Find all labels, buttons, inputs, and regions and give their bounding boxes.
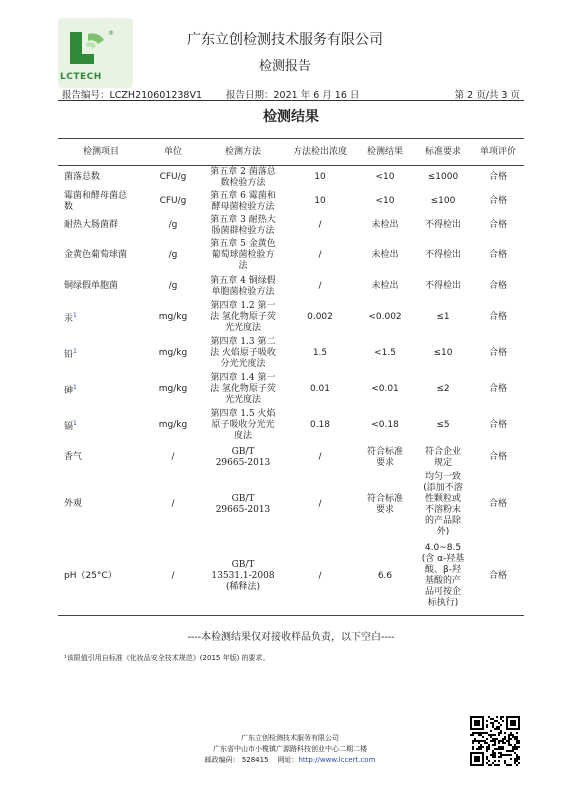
cell-detection-limit	[284, 274, 356, 300]
cell-detection-limit-text: /	[318, 499, 322, 509]
col-header-evaluation: 单项评价	[472, 139, 524, 166]
cell-result	[356, 238, 414, 274]
cell-method-text: GB/T 29665-2013	[215, 446, 271, 468]
cell-detection-limit	[284, 300, 356, 336]
cell-result	[356, 538, 414, 616]
cell-method-text: 第五章 6 霉菌和 酵母菌检验方法	[210, 190, 276, 212]
cell-requirement	[414, 166, 472, 190]
cell-requirement-text: ≤1	[436, 312, 450, 322]
cell-detection-limit	[284, 408, 356, 444]
cell-result-text: <10	[375, 172, 395, 183]
cell-item-text: 铅	[64, 350, 74, 360]
table-row	[58, 166, 524, 190]
cell-item-text: 金黄色葡萄球菌	[64, 250, 128, 260]
table-row	[58, 190, 524, 214]
cell-item	[58, 336, 144, 372]
cell-requirement	[414, 214, 472, 238]
cell-evaluation	[472, 214, 524, 238]
cell-evaluation-text: 合格	[488, 172, 507, 183]
cell-requirement-text: ≤2	[436, 384, 450, 394]
footnote-marker: 1	[73, 312, 77, 319]
cell-unit	[144, 372, 202, 408]
footer-website-link[interactable]: http://www.lccert.com	[298, 756, 376, 764]
table-row	[58, 472, 524, 538]
table-row	[58, 238, 524, 274]
cell-result-text: <1.5	[374, 348, 396, 358]
cell-detection-limit	[284, 372, 356, 408]
cell-result-text: 未检出	[371, 220, 399, 230]
report-date: 报告日期：2021 年 6 月 16 日	[226, 90, 360, 101]
cell-requirement	[414, 538, 472, 616]
cell-detection-limit-text: 0.002	[307, 312, 333, 322]
cell-method	[202, 238, 284, 274]
cell-evaluation	[472, 166, 524, 190]
lctech-logo-icon	[68, 28, 108, 68]
cell-unit-text: mg/kg	[158, 348, 188, 358]
cell-item-text: 铜绿假单胞菌	[64, 281, 119, 291]
cell-result	[356, 372, 414, 408]
cell-unit	[144, 336, 202, 372]
cell-method	[202, 372, 284, 408]
cell-result	[356, 336, 414, 372]
logo-registered-mark: ®	[108, 30, 114, 37]
cell-requirement-text: 不得检出	[424, 220, 461, 230]
cell-requirement	[414, 472, 472, 538]
cell-item	[58, 190, 144, 214]
cell-result	[356, 190, 414, 214]
cell-detection-limit-text: 0.18	[309, 420, 331, 430]
cell-detection-limit-text: 1.5	[312, 348, 328, 358]
cell-detection-limit	[284, 166, 356, 190]
cell-evaluation-text: 合格	[488, 420, 507, 430]
cell-detection-limit-text: 10	[314, 172, 326, 183]
cell-method-text: 第四章 1.4 第一 法 氢化物原子荧 光光度法	[210, 373, 276, 405]
cell-unit	[144, 538, 202, 616]
footer-contact	[170, 755, 410, 765]
cell-result-text: <10	[375, 196, 395, 206]
document-title: 检测报告	[258, 59, 311, 74]
cell-result-text: 6.6	[377, 570, 393, 581]
cell-method	[202, 190, 284, 214]
cell-result	[356, 274, 414, 300]
header-divider	[58, 100, 524, 101]
cell-item	[58, 214, 144, 238]
cell-evaluation-text: 合格	[488, 281, 507, 291]
cell-item-text: 镉	[64, 422, 74, 432]
cell-method-text: 第四章 1.5 火焰 原子吸收分光光 度法	[210, 409, 276, 441]
cell-item	[58, 274, 144, 300]
table-header-row	[58, 139, 524, 166]
cell-method-text: 第四章 1.2 第一 法 氢化物原子荧 光光度法	[210, 301, 276, 333]
cell-result-text: 未检出	[371, 281, 399, 291]
footer-address: 广东省中山市小榄镇广源路科技创业中心二期二楼	[213, 745, 367, 753]
cell-detection-limit-text: /	[318, 570, 322, 581]
cell-method	[202, 336, 284, 372]
cell-evaluation-text: 合格	[488, 384, 507, 394]
cell-requirement-text: ≤5	[436, 420, 450, 430]
footnote-marker: 1	[73, 348, 77, 355]
cell-item-text: 汞	[64, 314, 74, 324]
cell-unit-text: /g	[168, 281, 178, 291]
cell-evaluation-text: 合格	[488, 570, 507, 581]
cell-evaluation-text: 合格	[488, 348, 507, 358]
cell-unit-text: CFU/g	[159, 172, 187, 183]
cell-detection-limit-text: /	[318, 220, 322, 230]
cell-unit-text: /	[171, 452, 175, 462]
table-row	[58, 274, 524, 300]
logo-text: LCTECH	[60, 72, 102, 82]
cell-unit	[144, 408, 202, 444]
page-indicator: 第 2 页/共 3 页	[454, 90, 520, 101]
cell-unit	[144, 300, 202, 336]
cell-unit-text: /	[171, 499, 175, 509]
cell-requirement	[414, 444, 472, 472]
cell-unit	[144, 444, 202, 472]
cell-detection-limit	[284, 472, 356, 538]
cell-item	[58, 408, 144, 444]
cell-result-text: 符合标准 要求	[366, 493, 403, 515]
cell-requirement-text: 符合企业 规定	[424, 446, 461, 468]
cell-evaluation	[472, 472, 524, 538]
cell-detection-limit	[284, 214, 356, 238]
cell-evaluation	[472, 238, 524, 274]
cell-method	[202, 444, 284, 472]
footer-postcode: 邮政编码： 528415	[204, 756, 269, 764]
cell-result-text: <0.01	[371, 384, 399, 394]
cell-unit-text: mg/kg	[158, 384, 188, 394]
cell-evaluation-text: 合格	[488, 499, 507, 509]
cell-evaluation-text: 合格	[488, 220, 507, 230]
col-header-result: 检测结果	[356, 139, 414, 166]
col-header-unit: 单位	[144, 139, 202, 166]
cell-requirement	[414, 190, 472, 214]
company-name: 广东立创检测技术服务有限公司	[187, 32, 383, 48]
cell-method-text: 第五章 5 金黄色 葡萄球菌检验方 法	[210, 239, 276, 271]
col-header-detection-limit: 方法检出浓度	[284, 139, 356, 166]
footer-company: 广东立创检测技术服务有限公司	[241, 734, 339, 742]
col-header-requirement: 标准要求	[414, 139, 472, 166]
cell-result-text: <0.002	[368, 312, 402, 322]
table-row	[58, 538, 524, 616]
footnote-marker: 1	[73, 384, 77, 391]
cell-result	[356, 214, 414, 238]
cell-evaluation	[472, 372, 524, 408]
cell-method-text: GB/T 13531.1-2008 (稀释法)	[211, 559, 275, 592]
cell-unit	[144, 214, 202, 238]
end-note: ----本检测结果仅对接收样品负责，以下空白----	[187, 632, 395, 643]
cell-method	[202, 472, 284, 538]
cell-evaluation	[472, 190, 524, 214]
footnote: ¹该限值引用自标准《化妆品安全技术规范》(2015 年版) 的要求。	[64, 654, 270, 662]
cell-requirement-text: 不得检出	[424, 281, 461, 291]
cell-detection-limit-text: 0.01	[309, 384, 331, 394]
cell-item-text: 外观	[64, 499, 83, 509]
cell-result-text: 未检出	[371, 250, 399, 260]
cell-requirement	[414, 274, 472, 300]
cell-evaluation-text: 合格	[488, 452, 507, 462]
cell-method-text: GB/T 29665-2013	[215, 493, 271, 515]
table-row	[58, 214, 524, 238]
cell-item-text: 菌落总数	[64, 172, 101, 183]
cell-requirement-text: ≤100	[430, 196, 456, 206]
cell-evaluation	[472, 444, 524, 472]
cell-result	[356, 408, 414, 444]
footnote-marker: 1	[73, 420, 77, 427]
cell-method	[202, 300, 284, 336]
cell-evaluation-text: 合格	[488, 250, 507, 260]
cell-requirement	[414, 300, 472, 336]
cell-detection-limit	[284, 336, 356, 372]
cell-detection-limit-text: /	[318, 250, 322, 260]
table-row	[58, 300, 524, 336]
cell-unit	[144, 238, 202, 274]
cell-item	[58, 166, 144, 190]
cell-evaluation-text: 合格	[488, 312, 507, 322]
cell-unit-text: mg/kg	[158, 312, 188, 322]
cell-result	[356, 300, 414, 336]
table-body	[58, 166, 524, 616]
cell-method	[202, 166, 284, 190]
table-row	[58, 336, 524, 372]
cell-detection-limit	[284, 444, 356, 472]
cell-evaluation	[472, 408, 524, 444]
table-row	[58, 372, 524, 408]
cell-detection-limit	[284, 238, 356, 274]
cell-item	[58, 372, 144, 408]
cell-item	[58, 300, 144, 336]
table-row	[58, 408, 524, 444]
cell-method	[202, 408, 284, 444]
cell-item	[58, 472, 144, 538]
cell-item-text: 耐热大肠菌群	[64, 220, 119, 230]
cell-evaluation	[472, 300, 524, 336]
cell-method	[202, 214, 284, 238]
cell-method-text: 第五章 4 铜绿假 单胞菌检验方法	[210, 275, 276, 297]
cell-evaluation-text: 合格	[488, 196, 507, 206]
cell-result	[356, 472, 414, 538]
cell-requirement	[414, 238, 472, 274]
cell-requirement-text: 均匀一致 (添加不溶 性颗粒或 不溶粉末 的产品除 外)	[423, 471, 463, 537]
cell-method	[202, 274, 284, 300]
cell-item	[58, 538, 144, 616]
cell-unit	[144, 190, 202, 214]
cell-detection-limit	[284, 190, 356, 214]
cell-detection-limit-text: /	[318, 452, 322, 462]
footer-website-label: 网址：	[277, 756, 299, 764]
cell-requirement-text: 不得检出	[424, 250, 461, 260]
cell-item-text: 砷	[64, 386, 74, 396]
cell-result	[356, 166, 414, 190]
cell-method-text: 第四章 1.3 第二 法 火焰原子吸收 分光光度法	[210, 337, 276, 369]
results-table	[58, 138, 524, 616]
qr-code-icon	[470, 716, 520, 766]
cell-requirement	[414, 336, 472, 372]
col-header-item: 检测项目	[58, 139, 144, 166]
cell-unit-text: /g	[168, 250, 178, 260]
cell-item-text: pH（25°C）	[64, 570, 117, 581]
cell-method-text: 第五章 2 菌落总 数检验方法	[210, 166, 276, 188]
cell-method	[202, 538, 284, 616]
col-header-method: 检测方法	[202, 139, 284, 166]
cell-evaluation	[472, 336, 524, 372]
cell-unit-text: mg/kg	[158, 420, 188, 430]
cell-unit	[144, 274, 202, 300]
cell-result-text: 符合标准 要求	[366, 446, 403, 468]
cell-requirement	[414, 408, 472, 444]
cell-unit	[144, 472, 202, 538]
table-row	[58, 444, 524, 472]
cell-method-text: 第五章 3 耐热大 肠菌群检验方法	[210, 214, 276, 236]
cell-requirement	[414, 372, 472, 408]
cell-unit-text: /	[171, 570, 175, 581]
cell-item-text: 香气	[64, 452, 83, 462]
cell-detection-limit	[284, 538, 356, 616]
cell-item	[58, 444, 144, 472]
cell-evaluation	[472, 538, 524, 616]
cell-detection-limit-text: 10	[314, 196, 326, 206]
cell-result	[356, 444, 414, 472]
cell-detection-limit-text: /	[318, 281, 322, 291]
cell-requirement-text: ≤1000	[427, 172, 459, 183]
cell-requirement-text: ≤10	[433, 348, 453, 358]
report-number: 报告编号：LCZH210601238V1	[62, 90, 203, 101]
cell-unit-text: /g	[168, 220, 178, 230]
cell-requirement-text: 4.0~8.5 (含 α-羟基 酸、β-羟 基酸的产 品可按企 标执行)	[421, 543, 465, 609]
section-title: 检测结果	[263, 109, 319, 125]
cell-unit	[144, 166, 202, 190]
cell-result-text: <0.18	[371, 420, 399, 430]
cell-item-text: 霉菌和酵母菌总 数	[64, 190, 128, 212]
cell-evaluation	[472, 274, 524, 300]
cell-unit-text: CFU/g	[159, 196, 187, 206]
cell-item	[58, 238, 144, 274]
